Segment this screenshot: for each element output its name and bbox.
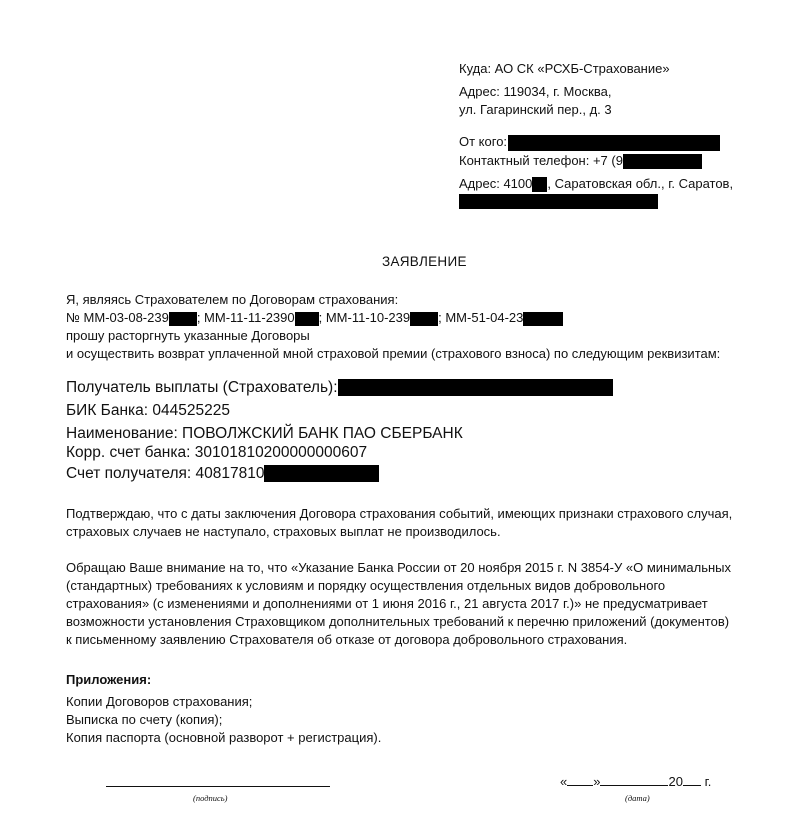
redaction-recipient-account [264,465,379,482]
redaction-sender-name [508,135,720,151]
contract-number-4: ; ММ-51-04-23 [438,310,524,325]
redaction-contract-1 [169,312,197,326]
date-field [560,773,711,790]
bank-bik: БИК Банка: 044525225 [66,402,230,419]
date-day-blank [567,773,593,786]
contracts-row [66,310,563,326]
notice-line4: возможности установления Страховщиком дополнительных требований к перечню приложений (документов) [66,614,730,629]
sender-from-label: От кого: [459,134,508,149]
addressee-address-line1: Адрес: 119034, г. Москва, [459,84,612,99]
intro-line4: и осуществить возврат уплаченной мной страховой премии (страхового взноса) по следующим реквизитам: [66,346,721,361]
redaction-sender-street [459,194,658,209]
date-open-quote: « [560,774,568,789]
confirmation-line2: страховых случаев не наступало, страховых выплат не производилось. [66,524,501,539]
contract-number-1: № ММ-03-08-239 [66,310,169,325]
date-year-prefix: 20 [668,774,683,789]
signature-caption: (подпись) [193,793,228,803]
sender-address-suffix: , Саратовская обл., г. Саратов, [547,176,734,191]
date-year-suffix: г. [704,774,712,789]
corr-account: Корр. счет банка: 30101810200000000607 [66,444,368,461]
date-close-quote: » [593,774,601,789]
addressee-to: Куда: АО СК «РСХБ-Страхование» [459,61,670,76]
notice-line2: (стандартных) требованиях к условиям и порядку осуществления отдельных видов добровольного [66,578,666,593]
attachments-heading: Приложения: [66,672,152,687]
notice-line5: к письменному заявлению Страхователя об отказе от договора добровольного страхования. [66,632,628,647]
confirmation-line1: Подтверждаю, что с даты заключения Договора страхования событий, имеющих признаки страхового случая, [66,506,733,521]
recipient-account-prefix: Счет получателя: 40817810 [66,465,265,482]
attachment-item: Выписка по счету (копия); [66,712,223,727]
sender-address-prefix: Адрес: 4100 [459,176,533,191]
redaction-sender-postcode [532,177,547,192]
date-caption: (дата) [625,793,650,803]
redaction-contract-4 [523,312,563,326]
date-year-blank [683,773,701,786]
recipient-row [66,378,613,397]
intro-line1: Я, являясь Страхователем по Договорам страхования: [66,292,399,307]
bank-name: Наименование: ПОВОЛЖСКИЙ БАНК ПАО СБЕРБАНК [66,425,463,442]
notice-line1: Обращаю Ваше внимание на то, что «Указание Банка России от 20 ноября 2015 г. N 3854-У «О минимальных [66,560,732,575]
attachment-item: Копия паспорта (основной разворот + регистрация). [66,730,382,745]
sender-address-row [459,176,733,192]
redaction-sender-phone [623,154,702,169]
sender-from-row [459,134,720,151]
recipient-account-row [66,464,379,483]
addressee-address-line2: ул. Гагаринский пер., д. 3 [459,102,612,117]
contract-number-3: ; ММ-11-10-239 [318,310,411,325]
contract-number-2: ; ММ-11-11-2390 [196,310,295,325]
document-title: ЗАЯВЛЕНИЕ [382,254,467,269]
redaction-recipient-name [338,379,613,396]
sender-phone-row [459,153,702,169]
redaction-contract-3 [410,312,438,326]
date-month-blank [600,773,668,786]
recipient-label: Получатель выплаты (Страхователь): [66,379,338,396]
intro-line3: прошу расторгнуть указанные Договоры [66,328,310,343]
attachment-item: Копии Договоров страхования; [66,694,253,709]
sender-phone-label: Контактный телефон: +7 (9 [459,153,623,168]
signature-line [106,786,330,787]
redaction-contract-2 [295,312,319,326]
notice-line3: страхования» (с изменениями и дополнениями от 1 июня 2016 г., 21 августа 2017 г.)» не предусматривает [66,596,708,611]
